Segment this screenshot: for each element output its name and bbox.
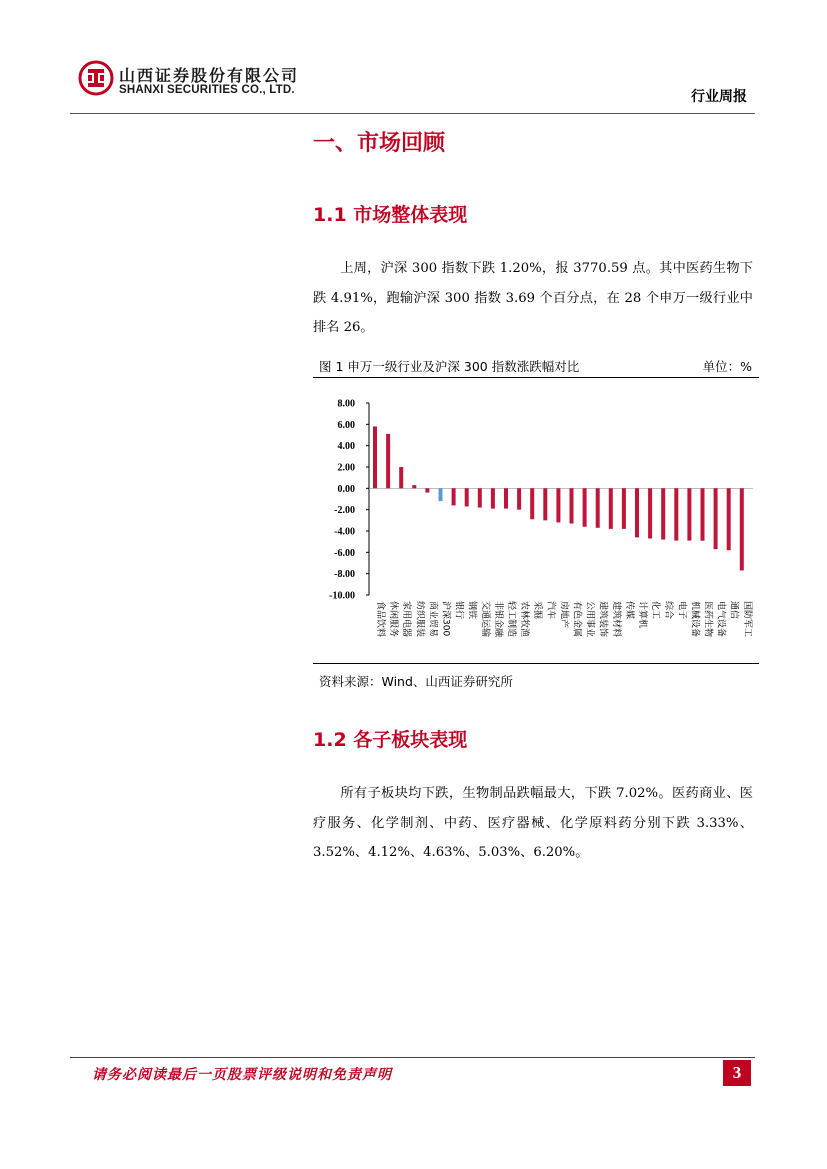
bar — [543, 488, 547, 520]
x-category-label: 纺织服装 — [414, 601, 425, 638]
bar — [661, 488, 665, 539]
bar — [674, 488, 678, 540]
bar — [714, 488, 718, 549]
figure-top-rule — [313, 377, 759, 378]
paragraph-text: 所有子板块均下跌，生物制品跌幅最大，下跌 7.02%。医药商业、医疗服务、化学制剂、中药、医疗器械、化学原料药分别下跌 3.33%、3.52%、4.12%、4.63%、5.03%、6.20%。 — [313, 786, 753, 860]
bar — [373, 426, 377, 488]
figure-source: 资料来源：Wind、山西证券研究所 — [319, 674, 513, 689]
bar — [478, 488, 482, 507]
y-tick-label: 6.00 — [337, 419, 355, 431]
subsection-title-1-2: 1.2 各子板块表现 — [313, 729, 468, 751]
x-category-label: 建筑装饰 — [597, 601, 608, 638]
y-tick-label: -6.00 — [334, 547, 355, 559]
bar — [556, 488, 560, 522]
x-category-label: 汽车 — [545, 601, 556, 620]
figure-title: 图 1 申万一级行业及沪深 300 指数涨跌幅对比 — [319, 359, 580, 374]
paragraph-market-overview — [313, 254, 753, 343]
x-category-label: 轻工制造 — [506, 601, 516, 638]
x-category-label: 沪深300 — [440, 601, 451, 637]
bar — [701, 488, 705, 540]
y-tick-label: 4.00 — [337, 441, 355, 453]
bar — [727, 488, 731, 550]
x-category-label: 有色金属 — [571, 601, 582, 638]
footer-divider — [70, 1057, 755, 1058]
bar — [517, 488, 521, 509]
x-category-label: 计算机 — [637, 601, 647, 629]
company-logo — [78, 60, 114, 100]
bar — [425, 488, 429, 492]
bar — [622, 488, 626, 529]
bar — [687, 488, 691, 540]
x-category-label: 农林牧渔 — [519, 601, 530, 638]
figure-unit: 单位：% — [702, 359, 752, 374]
x-category-label: 机械设备 — [689, 601, 700, 638]
x-category-label: 银行 — [453, 601, 464, 620]
x-category-label: 通信 — [728, 601, 739, 620]
x-category-label: 休闲服务 — [388, 601, 399, 638]
bar — [583, 488, 587, 526]
bar — [740, 488, 744, 570]
bar — [570, 488, 574, 523]
y-tick-label: 0.00 — [337, 483, 355, 495]
paragraph-text: 上周，沪深 300 指数下跌 1.20%，报 3770.59 点。其中医药生物下跌 4.91%，跑输沪深 300 指数 3.69 个百分点，在 28 个申万一级行业中排名 26。 — [313, 261, 753, 335]
bar — [452, 488, 456, 505]
x-category-label: 国防军工 — [741, 601, 752, 638]
x-category-label: 化工 — [650, 601, 661, 620]
x-category-label: 家用电器 — [401, 601, 412, 638]
paragraph-subsector — [313, 779, 753, 868]
bar — [635, 488, 639, 537]
bar — [596, 488, 600, 527]
y-tick-label: 8.00 — [337, 398, 355, 410]
x-category-label: 采掘 — [532, 601, 543, 620]
y-tick-label: -4.00 — [334, 526, 355, 538]
x-category-label: 建筑材料 — [610, 601, 621, 638]
x-category-label: 医药生物 — [702, 601, 713, 638]
y-tick-label: -2.00 — [334, 505, 355, 517]
x-category-label: 综合 — [663, 601, 674, 620]
figure-bottom-rule — [313, 663, 759, 664]
bar — [609, 488, 613, 529]
company-name-cn: 山西证券股份有限公司 — [119, 66, 300, 85]
bar — [439, 488, 443, 501]
company-name-en: SHANXI SECURITIES CO., LTD. — [119, 84, 295, 96]
report-type: 行业周报 — [691, 89, 747, 105]
x-category-label: 食品饮料 — [375, 601, 385, 638]
bar — [399, 467, 403, 488]
subsection-title-1-1: 1.1 市场整体表现 — [313, 204, 468, 226]
bar — [412, 485, 416, 488]
bar — [504, 488, 508, 508]
x-category-label: 公用事业 — [584, 601, 595, 638]
x-category-label: 房地产 — [558, 601, 569, 629]
bar — [465, 488, 469, 506]
header-divider — [70, 113, 755, 114]
bar — [648, 488, 652, 538]
disclaimer-text: 请务必阅读最后一页股票评级说明和免责声明 — [92, 1067, 392, 1083]
y-tick-label: -8.00 — [334, 569, 355, 581]
x-category-label: 交通运输 — [479, 601, 490, 638]
x-category-label: 电子 — [676, 601, 687, 620]
x-category-label: 钢铁 — [466, 601, 477, 620]
industry-return-chart — [313, 380, 759, 662]
bar — [386, 434, 390, 488]
bar — [530, 488, 534, 519]
x-category-label: 传媒 — [623, 601, 634, 620]
y-tick-label: -10.00 — [329, 590, 355, 602]
bar — [491, 488, 495, 508]
x-category-label: 非银金融 — [492, 601, 503, 638]
y-tick-label: 2.00 — [337, 462, 355, 474]
x-category-label: 商业贸易 — [427, 601, 438, 638]
page-number: 3 — [723, 1060, 751, 1086]
section-title: 一、市场回顾 — [313, 131, 446, 156]
x-category-label: 电气设备 — [715, 601, 726, 638]
